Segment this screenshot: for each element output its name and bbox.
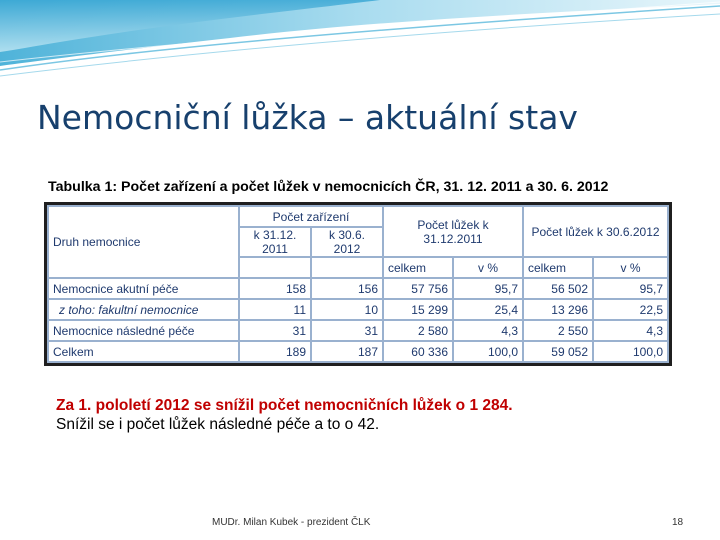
header-hospital-type: Druh nemocnice — [48, 206, 239, 278]
cell-pct-2011: 25,4 — [453, 299, 523, 320]
cell-beds-2012: 13 296 — [523, 299, 593, 320]
cell-pct-2012: 22,5 — [593, 299, 668, 320]
header-facilities-2012: k 30.6. 2012 — [311, 227, 383, 257]
header-beds-2012-total: celkem — [523, 257, 593, 278]
cell-beds-2011: 60 336 — [383, 341, 453, 362]
cell-pct-2011: 95,7 — [453, 278, 523, 299]
cell-facilities-2011: 158 — [239, 278, 311, 299]
table-caption: Tabulka 1: Počet zařízení a počet lůžek v nemocnicích ČR, 31. 12. 2011 a 30. 6. 2012 — [48, 179, 609, 195]
cell-beds-2011: 57 756 — [383, 278, 453, 299]
cell-beds-2012: 56 502 — [523, 278, 593, 299]
summary-note-line-2: Snížil se i počet lůžek následné péče a to o 42. — [56, 416, 380, 433]
summary-note-line-1: Za 1. pololetí 2012 se snížil počet nemocničních lůžek o 1 284. — [56, 397, 513, 414]
header-wave-decoration — [0, 0, 720, 80]
cell-facilities-2011: 31 — [239, 320, 311, 341]
page-number: 18 — [672, 517, 684, 528]
header-filler — [311, 257, 383, 278]
cell-beds-2012: 2 550 — [523, 320, 593, 341]
cell-pct-2011: 100,0 — [453, 341, 523, 362]
summary-note — [56, 396, 513, 434]
cell-facilities-2012: 31 — [311, 320, 383, 341]
header-beds-2011: Počet lůžek k 31.12.2011 — [383, 206, 523, 257]
cell-beds-2012: 59 052 — [523, 341, 593, 362]
header-facilities-2011: k 31.12. 2011 — [239, 227, 311, 257]
header-filler — [239, 257, 311, 278]
table-row — [48, 341, 668, 362]
cell-pct-2011: 4,3 — [453, 320, 523, 341]
hospital-beds-table — [47, 205, 669, 363]
header-beds-2012-pct: v % — [593, 257, 668, 278]
header-beds-2011-pct: v % — [453, 257, 523, 278]
row-label: Nemocnice následné péče — [48, 320, 239, 341]
cell-beds-2011: 15 299 — [383, 299, 453, 320]
table-row — [48, 299, 668, 320]
row-label: Nemocnice akutní péče — [48, 278, 239, 299]
cell-facilities-2011: 11 — [239, 299, 311, 320]
cell-facilities-2012: 187 — [311, 341, 383, 362]
slide-title: Nemocniční lůžka – aktuální stav — [37, 98, 578, 137]
cell-facilities-2012: 156 — [311, 278, 383, 299]
cell-pct-2012: 4,3 — [593, 320, 668, 341]
cell-facilities-2011: 189 — [239, 341, 311, 362]
cell-beds-2011: 2 580 — [383, 320, 453, 341]
header-beds-2012: Počet lůžek k 30.6.2012 — [523, 206, 668, 257]
cell-facilities-2012: 10 — [311, 299, 383, 320]
header-beds-2011-total: celkem — [383, 257, 453, 278]
cell-pct-2012: 100,0 — [593, 341, 668, 362]
table-row — [48, 278, 668, 299]
cell-pct-2012: 95,7 — [593, 278, 668, 299]
slide-footer: MUDr. Milan Kubek - prezident ČLK — [212, 517, 371, 528]
table-row — [48, 320, 668, 341]
header-facilities: Počet zařízení — [239, 206, 383, 227]
row-label: Celkem — [48, 341, 239, 362]
row-label: z toho: fakultní nemocnice — [48, 299, 239, 320]
